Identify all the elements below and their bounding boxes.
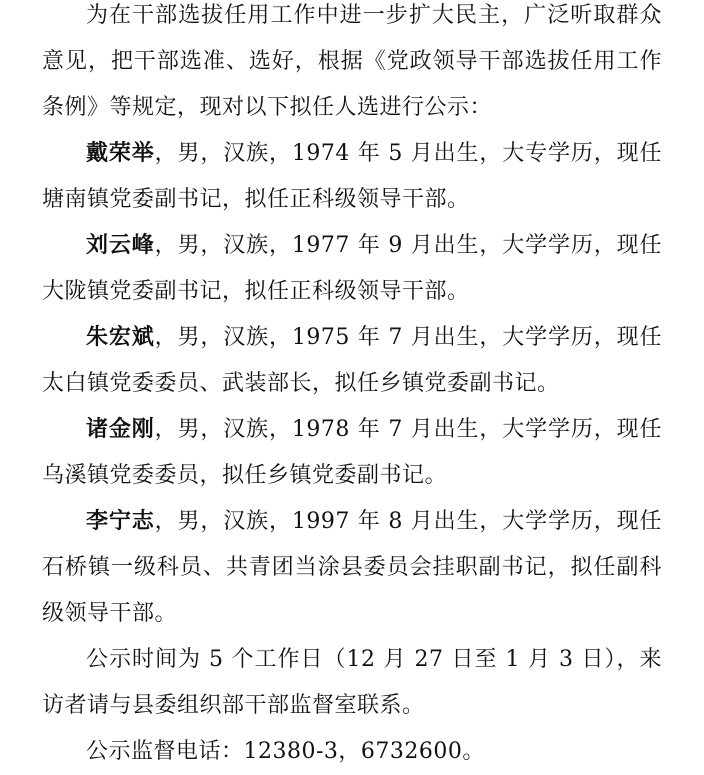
- candidate-name: 朱宏斌: [86, 325, 155, 350]
- candidate-name: 诸金刚: [86, 417, 155, 442]
- candidate-details: ，男，汉族，1977 年 9 月出生，大学学历，现任大陇镇党委副书记，拟任正科级领导干部。: [42, 233, 662, 304]
- candidate-name: 戴荣举: [86, 141, 155, 166]
- candidate-details: ，男，汉族，1975 年 7 月出生，大学学历，现任太白镇党委委员、武装部长，拟任乡镇党委副书记。: [42, 325, 662, 396]
- candidate-paragraph-1: [42, 131, 662, 223]
- candidate-details: ，男，汉族，1997 年 8 月出生，大学学历，现任石桥镇一级科员、共青团当涂县委员会挂职副书记，拟任副科级领导干部。: [42, 509, 662, 626]
- candidate-details: ，男，汉族，1978 年 7 月出生，大学学历，现任乌溪镇党委委员，拟任乡镇党委副书记。: [42, 417, 662, 488]
- candidate-details: ，男，汉族，1974 年 5 月出生，大专学历，现任塘南镇党委副书记，拟任正科级领导干部。: [42, 141, 662, 212]
- candidate-name: 李宁志: [86, 509, 155, 534]
- notice-period-paragraph: 公示时间为 5 个工作日（12 月 27 日至 1 月 3 日），来访者请与县委组织部干部监督室联系。: [42, 647, 662, 718]
- intro-paragraph: 为在干部选拔任用工作中进一步扩大民主，广泛听取群众意见，把干部选准、选好，根据《党政领导干部选拔任用工作条例》等规定，现对以下拟任人选进行公示：: [42, 3, 662, 120]
- candidate-paragraph-3: [42, 315, 662, 407]
- candidate-paragraph-4: [42, 407, 662, 499]
- candidate-name: 刘云峰: [86, 233, 155, 258]
- candidate-paragraph-5: [42, 499, 662, 637]
- phone-paragraph: 公示监督电话：12380-3，6732600。: [86, 739, 485, 764]
- announcement-document: [42, 0, 662, 775]
- candidate-paragraph-2: [42, 223, 662, 315]
